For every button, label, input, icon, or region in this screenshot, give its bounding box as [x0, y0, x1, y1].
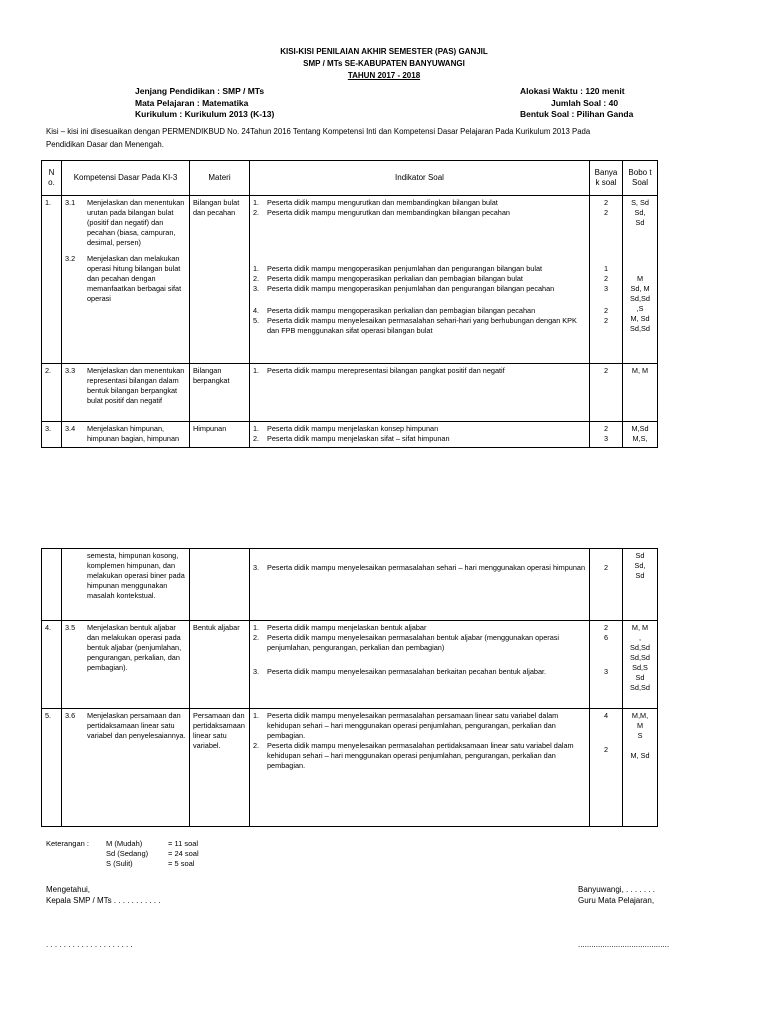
- table-header-row: [42, 161, 658, 196]
- indicator-number: 4.: [253, 306, 260, 315]
- intro-line-2: Pendidikan Dasar dan Menengah.: [46, 140, 164, 149]
- indicator-number: 1.: [253, 424, 260, 433]
- meta-mapel: Mata Pelajaran : Matematika: [135, 98, 249, 108]
- table-row: [42, 364, 658, 422]
- header-materi: Materi: [190, 161, 250, 196]
- kd-text: Menjelaskan dan menentukan representasi bilangan dalam bentuk bilangan berpangkat bulat positif dan negatif: [87, 366, 185, 405]
- banyak-value: 2: [603, 208, 609, 217]
- bobot-value: M: [636, 274, 644, 283]
- sig-left-kepala: Kepala SMP / MTs . . . . . . . . . . .: [46, 896, 161, 905]
- table-row: [42, 422, 658, 448]
- indicator-text: Peserta didik mampu menyelesaikan permasalahan sehari-hari yang berhubungan dengan KPK dan FPB menggunakan sifat operasi bilangan bulat: [267, 316, 577, 335]
- row-banyak: [590, 196, 623, 364]
- table-row: [42, 621, 658, 709]
- legend-code: S (Sulit): [106, 859, 133, 868]
- meta-kurikulum: Kurikulum : Kurikulum 2013 (K-13): [135, 109, 275, 119]
- table-row: [42, 196, 658, 364]
- bobot-value: Sd: [635, 551, 645, 560]
- indicator-number: 2.: [253, 274, 260, 283]
- indicator-text: Peserta didik mampu menyelesaikan permasalahan pertidaksamaan linear satu variabel dalam kehidupan sehari – hari menggunakan operasi penjumlahan, pengurangan, perkalian dan pembagian.: [267, 741, 574, 770]
- row-no: 2.: [42, 364, 62, 422]
- bobot-value: Sd,Sd: [630, 294, 650, 303]
- bobot-value: Sd, M: [630, 284, 650, 293]
- row-banyak: [590, 709, 623, 827]
- header-no: N o.: [42, 161, 62, 196]
- header-kd: Kompetensi Dasar Pada KI-3: [62, 161, 190, 196]
- sig-left-mengetahui: Mengetahui,: [46, 885, 91, 894]
- kisi-table-page1: [41, 160, 658, 448]
- row-no: 4.: [42, 621, 62, 709]
- banyak-value: 2: [603, 198, 609, 207]
- indicator-number: 1.: [253, 264, 260, 273]
- kd-text: semesta, himpunan kosong, komplemen himpunan, dan melakukan operasi biner pada himpunan menggunakan masalah kontekstual.: [87, 551, 185, 600]
- row-kd: [62, 621, 190, 709]
- indicator-text: Peserta didik mampu menyelesaikan permasalahan berkaitan pecahan bentuk aljabar.: [267, 667, 547, 676]
- meta-jenjang: Jenjang Pendidikan : SMP / MTs: [135, 86, 265, 96]
- banyak-value: 2: [603, 623, 609, 632]
- row-no: 5.: [42, 709, 62, 827]
- bobot-value: Sd: [635, 218, 645, 227]
- row-materi: Persamaan dan pertidaksamaan linear satu variabel.: [190, 709, 250, 827]
- sig-right-line: .........................................: [578, 940, 670, 949]
- banyak-value: 4: [603, 711, 609, 720]
- bobot-value: Sd,Sd: [630, 683, 650, 692]
- indicator-number: 3.: [253, 563, 260, 572]
- row-kd: [62, 422, 190, 448]
- kd-number: 3.5: [65, 623, 76, 632]
- indicator-text: Peserta didik mampu mengoperasikan perkalian dan pembagian bilangan bulat: [267, 274, 523, 283]
- indicator-text: Peserta didik mampu mengoperasikan perkalian dan pembagian bilangan pecahan: [267, 306, 536, 315]
- row-indikator: [250, 621, 590, 709]
- indicator-number: 3.: [253, 284, 260, 293]
- row-bobot: [623, 196, 658, 364]
- indicator-number: 5.: [253, 316, 260, 325]
- table-row: [42, 709, 658, 827]
- banyak-value: 6: [603, 633, 609, 642]
- kd-text: Menjelaskan persamaan dan pertidaksamaan linear satu variabel dan penyelesaiannya.: [87, 711, 186, 740]
- header-banyak: Banya k soal: [590, 161, 623, 196]
- keterangan-label: Keterangan :: [46, 839, 89, 848]
- kd-text: Menjelaskan dan menentukan urutan pada bilangan bulat (positif dan negatif) dan pecahan (biasa, campuran, desimal, persen): [87, 198, 185, 247]
- kd-number: 3.3: [65, 366, 76, 375]
- indicator-number: 2.: [253, 741, 260, 750]
- document-subtitle: SMP / MTs SE-KABUPATEN BANYUWANGI: [303, 59, 465, 68]
- bobot-value: Sd,: [634, 208, 646, 217]
- indicator-number: 1.: [253, 623, 260, 632]
- row-banyak: [590, 549, 623, 621]
- document-year: TAHUN 2017 - 2018: [347, 71, 421, 80]
- bobot-value: S, Sd: [631, 198, 649, 207]
- bobot-value: M,Sd: [631, 424, 649, 433]
- row-indikator: [250, 549, 590, 621]
- row-bobot: M, M: [623, 364, 658, 422]
- indicator-number: 2.: [253, 633, 260, 642]
- legend-count: = 24 soal: [168, 849, 199, 858]
- legend-count: = 5 soal: [168, 859, 195, 868]
- row-indikator: [250, 364, 590, 422]
- legend-code: M (Mudah): [106, 839, 143, 848]
- meta-bentuk: Bentuk Soal : Pilihan Ganda: [520, 109, 634, 119]
- intro-line-1: Kisi – kisi ini disesuaikan dengan PERMENDIKBUD No. 24Tahun 2016 Tentang Kompetensi Inti dan Kompetensi Dasar Pelajaran Pada Kurikulum 2013 Pada: [46, 127, 591, 136]
- banyak-value: 3: [603, 284, 609, 293]
- keterangan-legend: [46, 839, 203, 869]
- bobot-value: M, Sd: [630, 314, 650, 323]
- bobot-value: M,M,: [631, 711, 649, 720]
- bobot-value: Sd: [635, 571, 645, 580]
- bobot-value: M: [636, 721, 644, 730]
- row-materi: [190, 549, 250, 621]
- indicator-number: 2.: [253, 208, 260, 217]
- indicator-number: 1.: [253, 711, 260, 720]
- banyak-value: 1: [603, 264, 609, 273]
- bobot-value: Sd,S: [632, 663, 648, 672]
- indicator-text: Peserta didik mampu menjelaskan bentuk aljabar: [267, 623, 427, 632]
- row-banyak: [590, 422, 623, 448]
- banyak-value: 2: [603, 745, 609, 754]
- indicator-text: Peserta didik mampu mengurutkan dan membandingkan bilangan bulat: [267, 198, 498, 207]
- row-indikator: [250, 422, 590, 448]
- row-banyak: 2: [590, 364, 623, 422]
- row-materi: Himpunan: [190, 422, 250, 448]
- header-indikator: Indikator Soal: [250, 161, 590, 196]
- row-bobot: [623, 621, 658, 709]
- kd-number: 3.1: [65, 198, 76, 207]
- bobot-value: M,S,: [632, 434, 648, 443]
- indicator-text: Peserta didik mampu mengoperasikan penjumlahan dan pengurangan bilangan pecahan: [267, 284, 555, 293]
- indicator-text: Peserta didik mampu menjelaskan sifat – sifat himpunan: [267, 434, 450, 443]
- kd-text: Menjelaskan dan melakukan operasi hitung bilangan bulat dan pecahan dengan memanfaatkan berbagai sifat operasi: [87, 254, 182, 303]
- header-bobot: Bobo t Soal: [623, 161, 658, 196]
- bobot-value: Sd,Sd: [630, 643, 650, 652]
- kisi-table-page2: [41, 548, 658, 827]
- row-materi: Bentuk aljabar: [190, 621, 250, 709]
- bobot-value: Sd,Sd: [630, 653, 650, 662]
- indicator-text: Peserta didik mampu mengurutkan dan membandingkan bilangan pecahan: [267, 208, 510, 217]
- row-bobot: [623, 709, 658, 827]
- banyak-value: 3: [603, 434, 609, 443]
- kd-number: 3.2: [65, 254, 76, 263]
- bobot-value: M, M: [631, 623, 649, 632]
- banyak-value: 2: [603, 424, 609, 433]
- bobot-value: ,S: [636, 304, 644, 313]
- indicator-text: Peserta didik mampu menjelaskan konsep himpunan: [267, 424, 439, 433]
- bobot-value: Sd,: [634, 561, 646, 570]
- kd-text: Menjelaskan bentuk aljabar dan melakukan operasi pada bentuk aljabar (penjumlahan, pengurangan, perkalian, dan pembagian).: [87, 623, 182, 672]
- indicator-text: Peserta didik mampu mengoperasikan penjumlahan dan pengurangan bilangan bulat: [267, 264, 543, 273]
- row-indikator: [250, 709, 590, 827]
- bobot-value: ,: [638, 633, 642, 642]
- indicator-number: 2.: [253, 434, 260, 443]
- row-no: [42, 549, 62, 621]
- indicator-number: 3.: [253, 667, 260, 676]
- row-materi: Bilangan bulat dan pecahan: [190, 196, 250, 364]
- row-bobot: [623, 422, 658, 448]
- bobot-value: M, Sd: [630, 751, 650, 760]
- table-row: [42, 549, 658, 621]
- bobot-value: Sd,Sd: [630, 324, 650, 333]
- indicator-text: Peserta didik mampu menyelesaikan permasalahan sehari – hari menggunakan operasi himpunan: [267, 563, 586, 572]
- banyak-value: 2: [603, 563, 609, 572]
- meta-jumlah: Jumlah Soal : 40: [551, 98, 619, 108]
- kd-number: 3.4: [65, 424, 76, 433]
- indicator-text: Peserta didik mampu menyelesaikan permasalahan persamaan linear satu variabel dalam kehidupan sehari – hari menggunakan operasi penjumlahan, pengurangan, perkalian dan pembagian.: [267, 711, 559, 740]
- banyak-value: 2: [603, 274, 609, 283]
- sig-right-place-date: Banyuwangi, . . . . . . .: [578, 885, 655, 894]
- row-indikator: [250, 196, 590, 364]
- bobot-value: Sd: [635, 673, 645, 682]
- row-kd: [62, 364, 190, 422]
- legend-count: = 11 soal: [168, 839, 199, 848]
- sig-right-guru: Guru Mata Pelajaran,: [578, 896, 655, 905]
- legend-code: Sd (Sedang): [106, 849, 149, 858]
- row-kd: [62, 709, 190, 827]
- sig-left-line: . . . . . . . . . . . . . . . . . . . .: [46, 940, 133, 949]
- row-no: 1.: [42, 196, 62, 364]
- indicator-number: 1.: [253, 366, 260, 375]
- indicator-text: Peserta didik mampu menyelesaikan permasalahan bentuk aljabar (menggunakan operasi penjumlahan, pengurangan, perkalian dan pembagian): [267, 633, 560, 652]
- bobot-value: S: [637, 731, 643, 740]
- banyak-value: 2: [603, 316, 609, 325]
- meta-alokasi: Alokasi Waktu : 120 menit: [520, 86, 625, 96]
- row-materi: Bilangan berpangkat: [190, 364, 250, 422]
- indicator-number: 1.: [253, 198, 260, 207]
- banyak-value: 2: [603, 306, 609, 315]
- document-title: KISI-KISI PENILAIAN AKHIR SEMESTER (PAS) GANJIL: [280, 47, 488, 56]
- indicator-text: Peserta didik mampu merepresentasi bilangan pangkat positif dan negatif: [267, 366, 505, 375]
- kd-text: Menjelaskan himpunan, himpunan bagian, himpunan: [87, 424, 180, 443]
- banyak-value: 3: [603, 667, 609, 676]
- row-banyak: [590, 621, 623, 709]
- row-kd: [62, 196, 190, 364]
- row-no: 3.: [42, 422, 62, 448]
- row-kd: [62, 549, 190, 621]
- kd-number: 3.6: [65, 711, 76, 720]
- row-bobot: [623, 549, 658, 621]
